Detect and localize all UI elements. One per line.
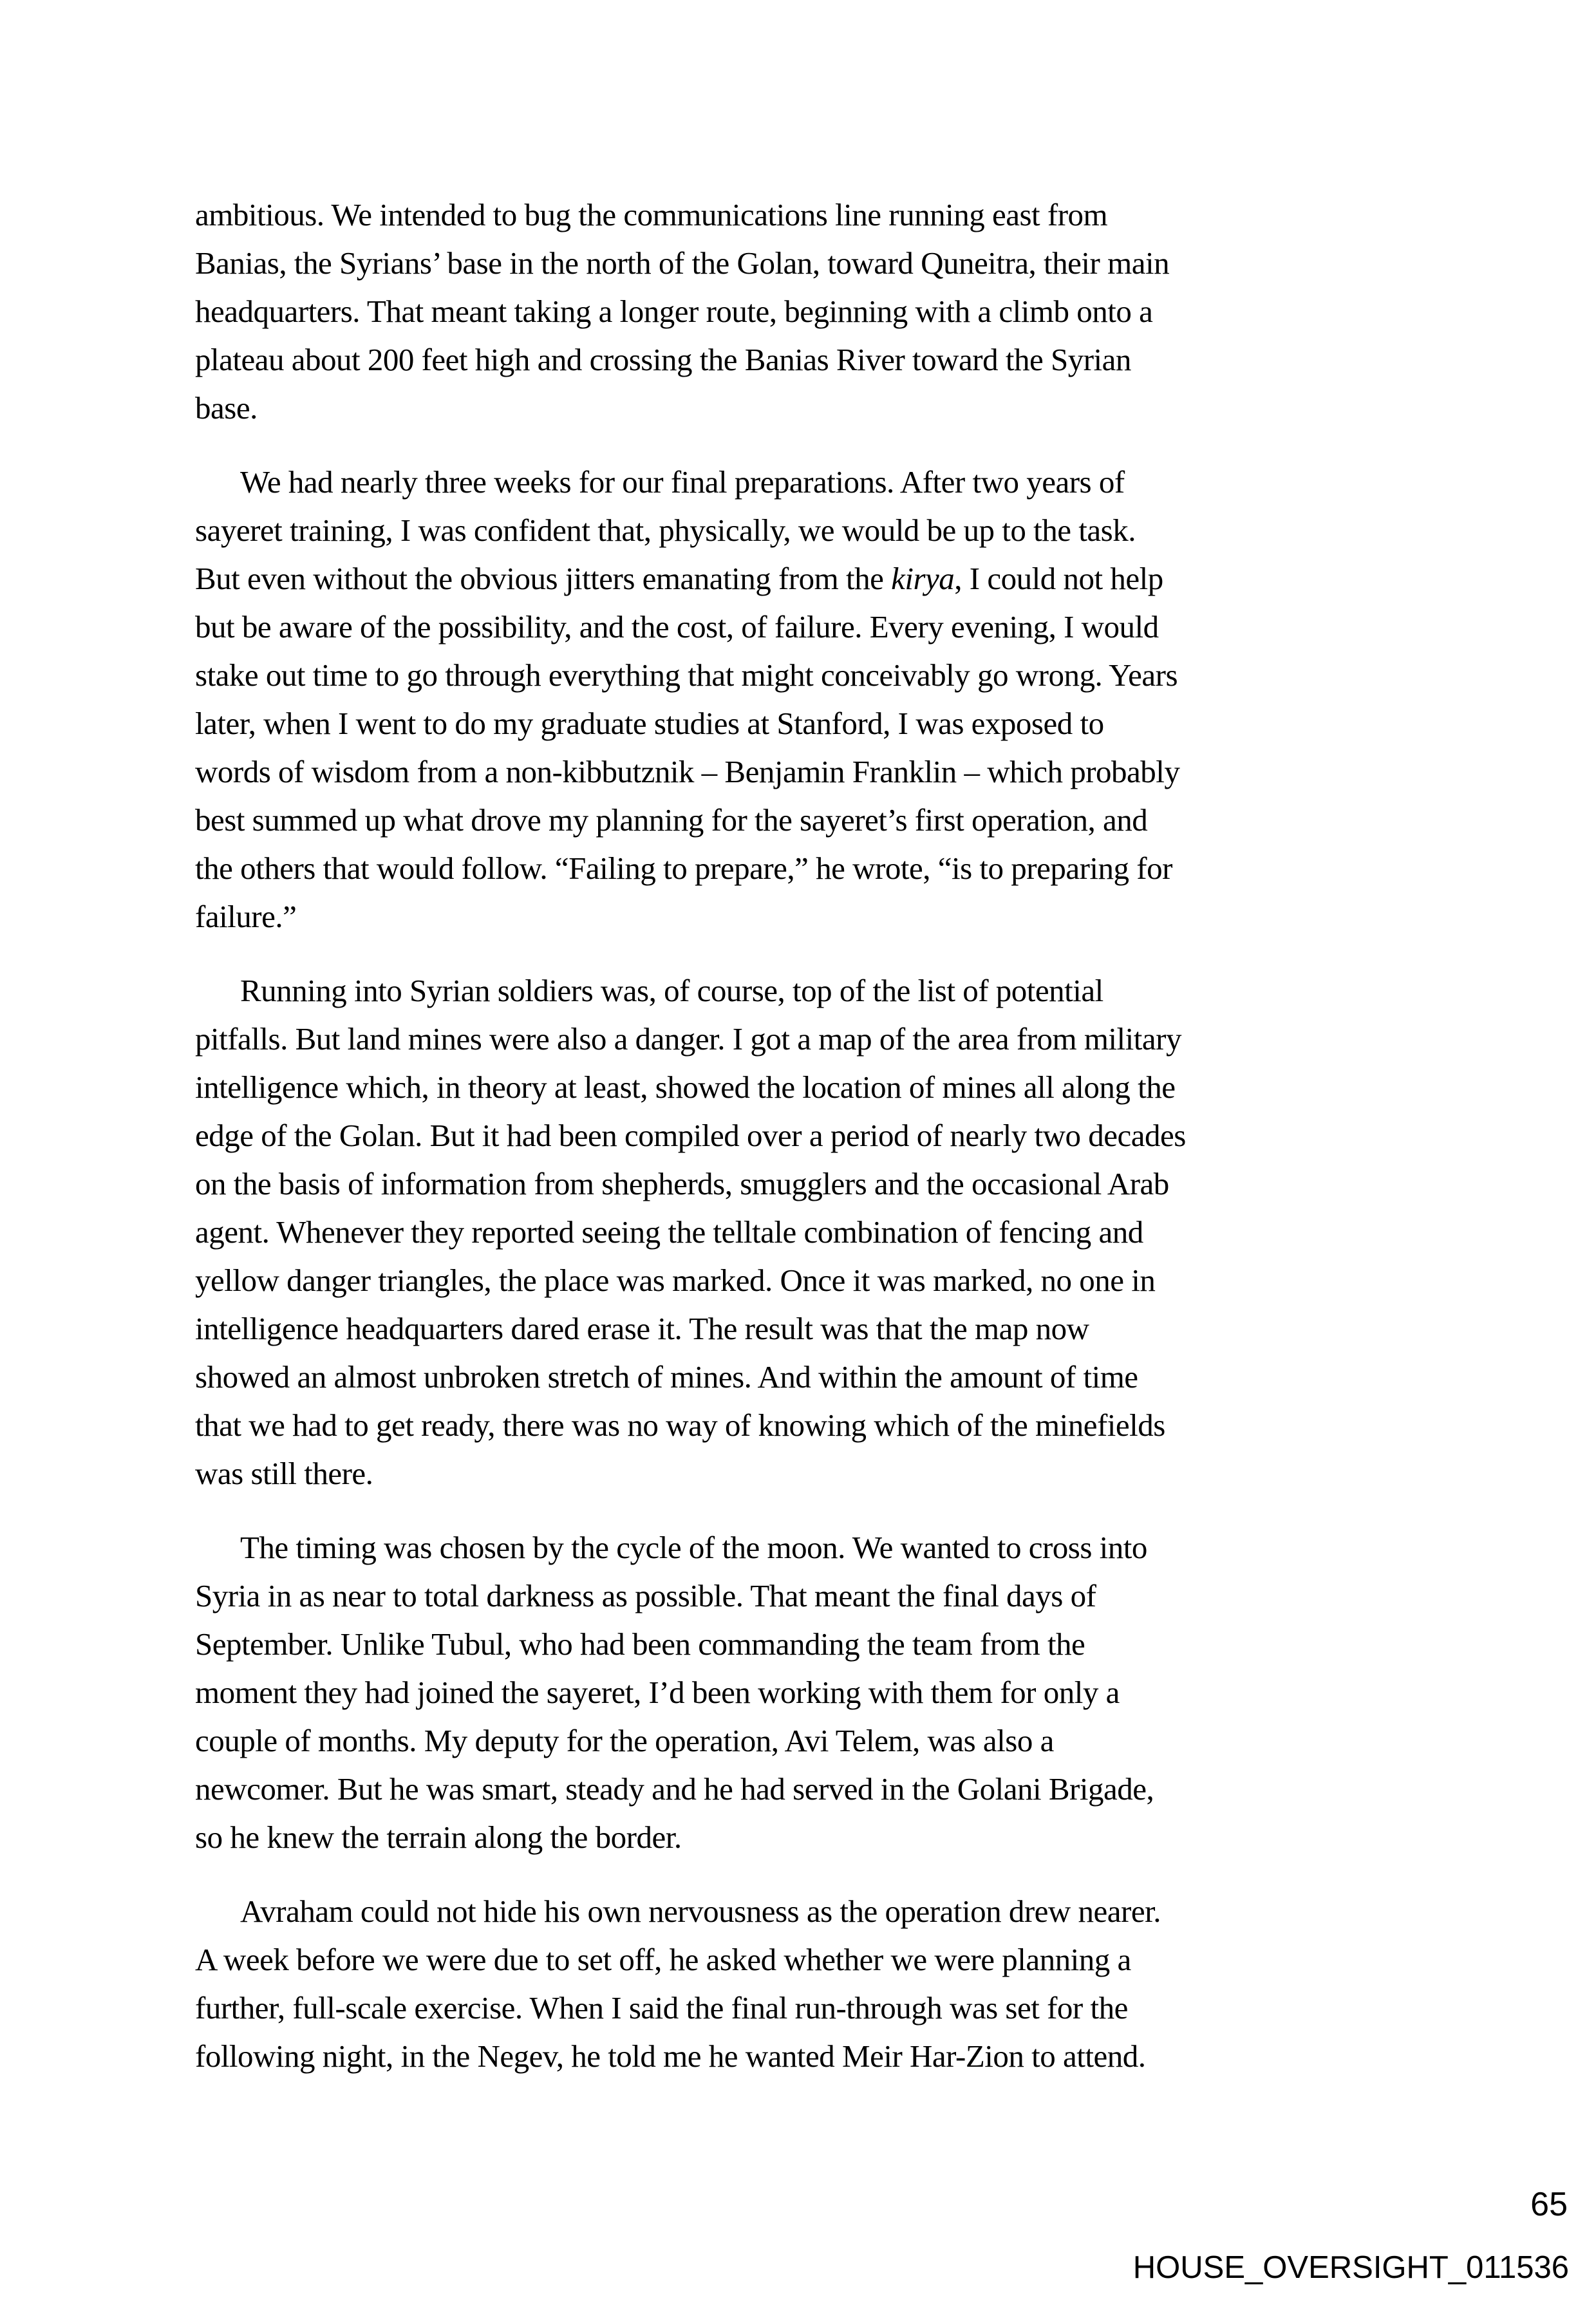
text-line: the others that would follow. “Failing to prepare,” he wrote, “is to preparing for bbox=[195, 851, 1172, 886]
text-line: showed an almost unbroken stretch of mines. And within the amount of time bbox=[195, 1359, 1138, 1395]
text-line: intelligence which, in theory at least, showed the location of mines all along the bbox=[195, 1069, 1176, 1105]
page-number: 65 bbox=[1530, 2186, 1568, 2223]
text-line: sayeret training, I was confident that, physically, we would be up to the task. bbox=[195, 512, 1136, 548]
text-line: that we had to get ready, there was no way of knowing which of the minefields bbox=[195, 1407, 1165, 1443]
text-line: headquarters. That meant taking a longer route, beginning with a climb onto a bbox=[195, 294, 1153, 329]
text-line: yellow danger triangles, the place was marked. Once it was marked, no one in bbox=[195, 1263, 1156, 1298]
text-line: was still there. bbox=[195, 1456, 373, 1491]
text-line: Avraham could not hide his own nervousness as the operation drew nearer. bbox=[240, 1894, 1161, 1929]
text-line: on the basis of information from shepherds, smugglers and the occasional Arab bbox=[195, 1166, 1169, 1201]
text-line: A week before we were due to set off, he asked whether we were planning a bbox=[195, 1942, 1131, 1977]
text-line: base. bbox=[195, 390, 258, 426]
text-line: Running into Syrian soldiers was, of course, top of the list of potential bbox=[240, 973, 1103, 1008]
paragraph bbox=[195, 966, 1418, 1498]
text-line: agent. Whenever they reported seeing the telltale combination of fencing and bbox=[195, 1214, 1143, 1250]
text-line: But even without the obvious jitters emanating from the kirya, I could not help bbox=[195, 561, 1163, 596]
text-line: September. Unlike Tubul, who had been commanding the team from the bbox=[195, 1626, 1085, 1662]
text-line: newcomer. But he was smart, steady and he had served in the Golani Brigade, bbox=[195, 1771, 1154, 1807]
text-line: so he knew the terrain along the border. bbox=[195, 1819, 682, 1855]
text-line: Syria in as near to total darkness as possible. That meant the final days of bbox=[195, 1578, 1096, 1613]
paragraph bbox=[195, 1523, 1418, 1861]
text-line: following night, in the Negev, he told me he wanted Meir Har-Zion to attend. bbox=[195, 2038, 1146, 2074]
text-line: Banias, the Syrians’ base in the north of the Golan, toward Quneitra, their main bbox=[195, 245, 1170, 281]
text-line: edge of the Golan. But it had been compiled over a period of nearly two decades bbox=[195, 1118, 1186, 1153]
text-line: stake out time to go through everything that might conceivably go wrong. Years bbox=[195, 657, 1178, 693]
text-line: pitfalls. But land mines were also a danger. I got a map of the area from military bbox=[195, 1021, 1181, 1057]
text-line: failure.” bbox=[195, 899, 297, 934]
text-line: best summed up what drove my planning for the sayeret’s first operation, and bbox=[195, 802, 1148, 838]
text-line: We had nearly three weeks for our final preparations. After two years of bbox=[240, 464, 1125, 500]
text-line: moment they had joined the sayeret, I’d been working with them for only a bbox=[195, 1675, 1120, 1710]
text-line: later, when I went to do my graduate studies at Stanford, I was exposed to bbox=[195, 706, 1104, 741]
paragraph bbox=[195, 191, 1418, 432]
paragraph bbox=[195, 458, 1418, 941]
bates-stamp: HOUSE_OVERSIGHT_011536 bbox=[1132, 2250, 1569, 2285]
text-line: ambitious. We intended to bug the communications line running east from bbox=[195, 197, 1108, 232]
text-line: intelligence headquarters dared erase it. The result was that the map now bbox=[195, 1311, 1089, 1346]
text-line: couple of months. My deputy for the operation, Avi Telem, was also a bbox=[195, 1723, 1054, 1758]
text-line: but be aware of the possibility, and the cost, of failure. Every evening, I would bbox=[195, 609, 1159, 644]
text-line: The timing was chosen by the cycle of the moon. We wanted to cross into bbox=[240, 1530, 1147, 1565]
text-line: words of wisdom from a non-kibbutznik – Benjamin Franklin – which probably bbox=[195, 754, 1180, 789]
text-line: plateau about 200 feet high and crossing the Banias River toward the Syrian bbox=[195, 342, 1131, 377]
body-text bbox=[195, 191, 1418, 2080]
paragraph bbox=[195, 1887, 1418, 2080]
text-line: further, full-scale exercise. When I said the final run-through was set for the bbox=[195, 1990, 1128, 2026]
